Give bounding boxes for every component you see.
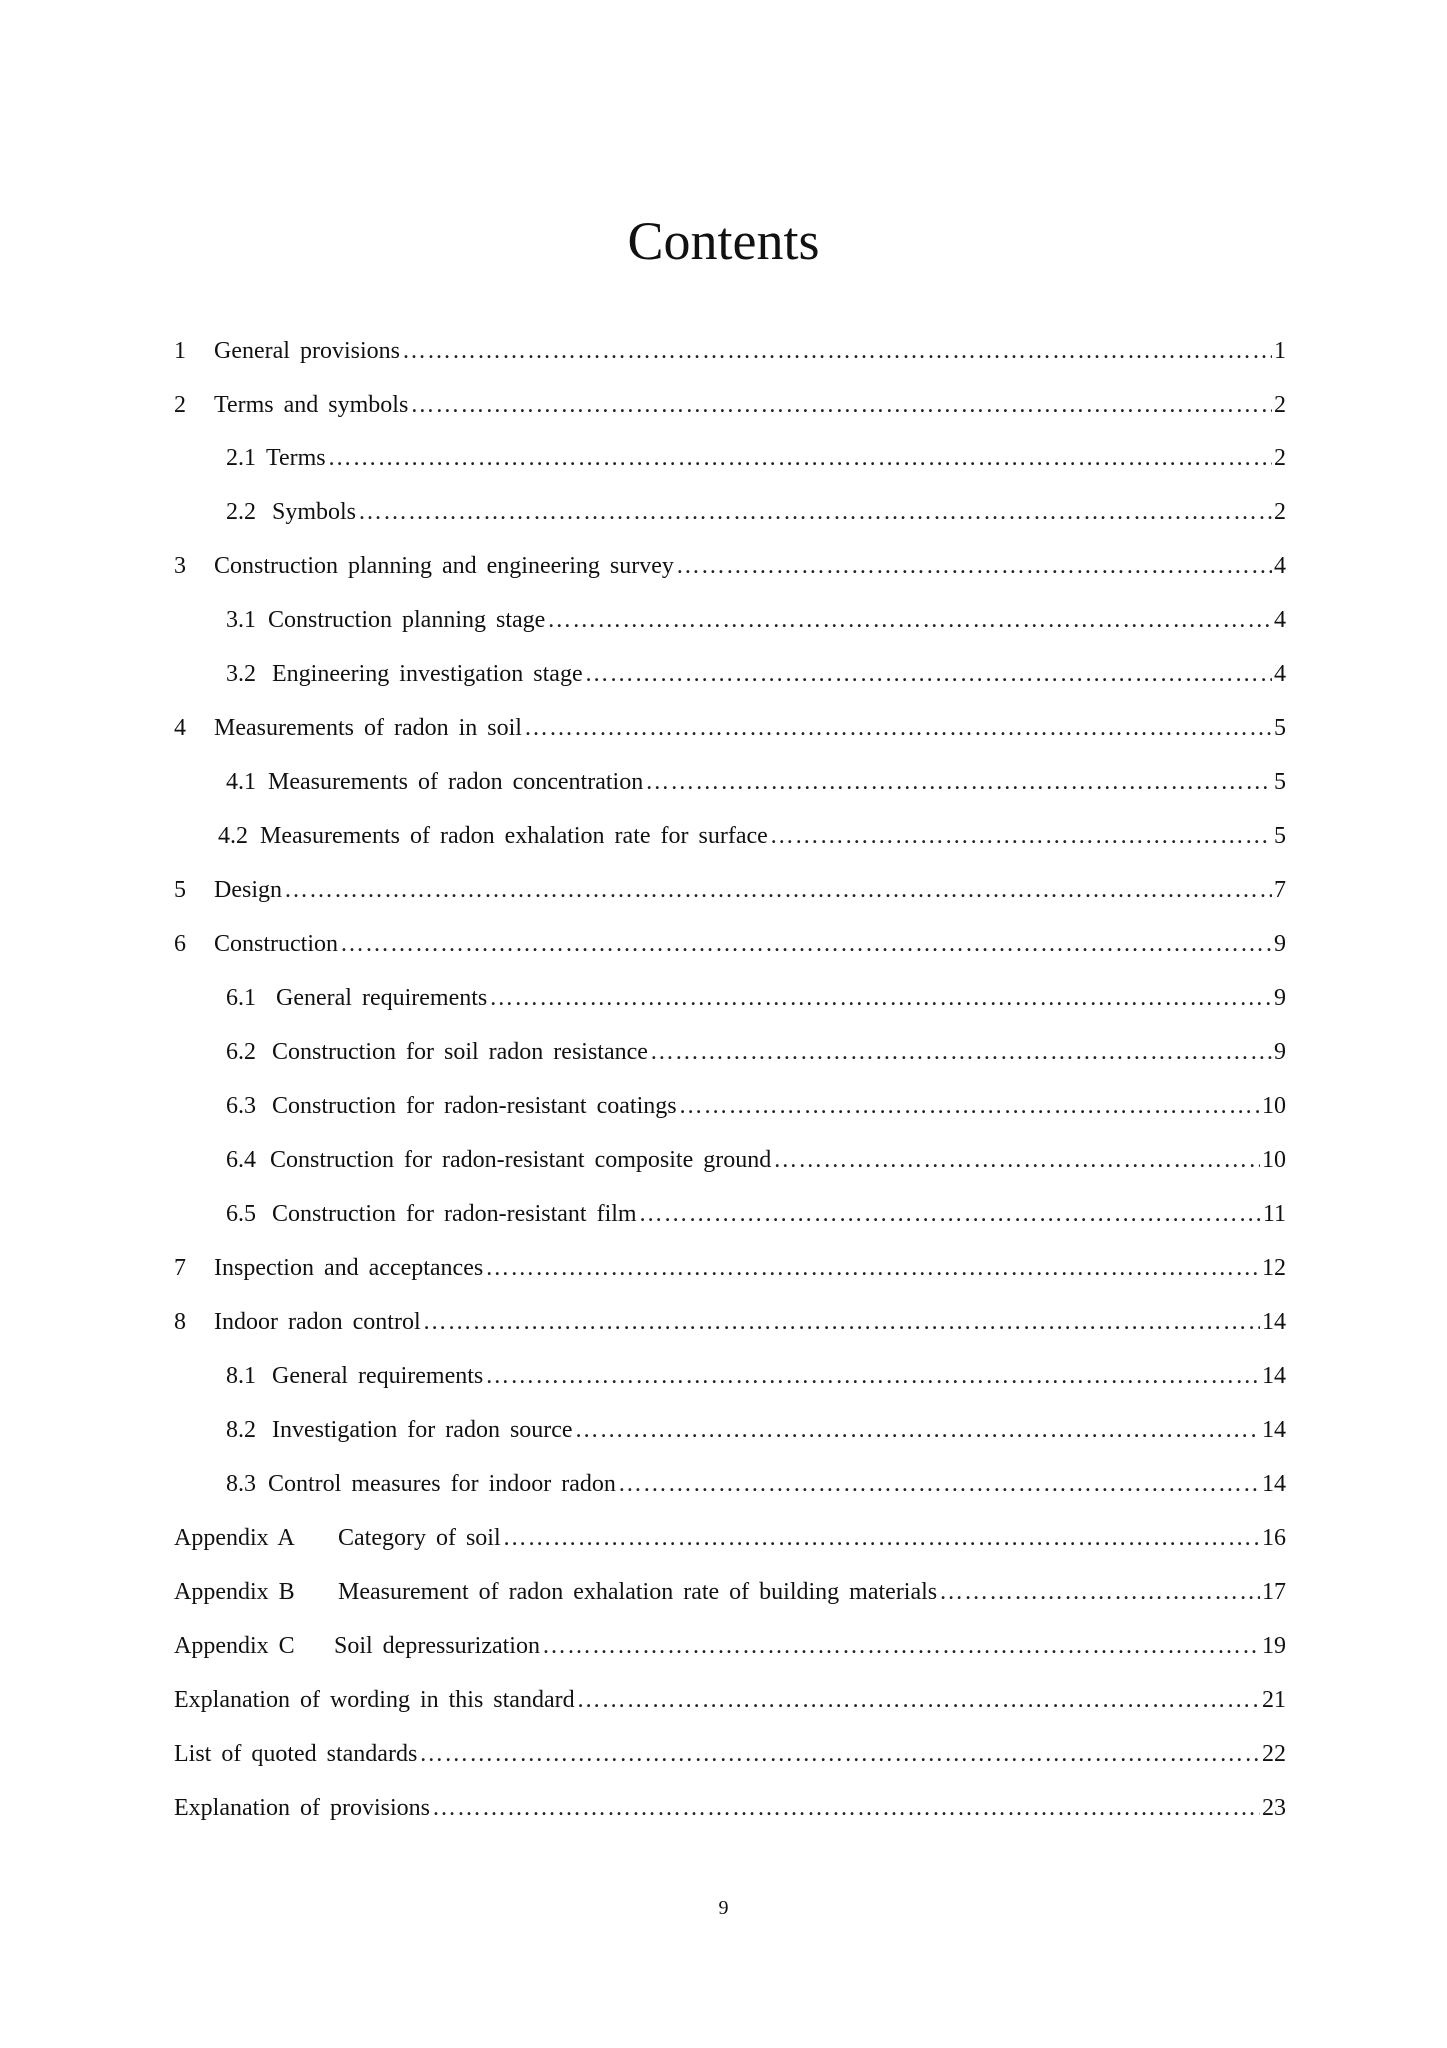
- toc-entry[interactable]: [226, 487, 1286, 527]
- toc-entry-page: 2: [1274, 392, 1286, 418]
- toc-entry-number: 2.1: [226, 445, 256, 471]
- toc-dot-leader: [773, 1145, 1260, 1175]
- toc-entry[interactable]: [174, 326, 1286, 366]
- toc-entry-number: 6.5: [226, 1201, 256, 1227]
- toc-entry-label: Construction for radon-resistant composite ground: [270, 1147, 772, 1173]
- toc-dot-leader: [485, 1361, 1260, 1391]
- toc-entry-number: 8: [174, 1309, 186, 1335]
- toc-entry-page: 12: [1262, 1255, 1286, 1281]
- toc-entry-label: Construction for radon-resistant film: [272, 1201, 637, 1227]
- toc-entry-label: General requirements: [276, 985, 488, 1011]
- page-title: Contents: [627, 211, 820, 272]
- toc-dot-leader: [358, 497, 1272, 527]
- toc-entry-label: Design: [214, 877, 282, 903]
- toc-entry[interactable]: [218, 811, 1286, 851]
- toc-dot-leader: [639, 1199, 1261, 1229]
- toc-dot-leader: [542, 1631, 1260, 1661]
- toc-entry-number: 1: [174, 338, 186, 364]
- toc-entry-page: 2: [1274, 499, 1286, 525]
- toc-entry[interactable]: [226, 1351, 1286, 1391]
- toc-dot-leader: [524, 713, 1272, 743]
- toc-entry[interactable]: [174, 380, 1286, 420]
- toc-entry-page: 23: [1262, 1795, 1286, 1821]
- toc-entry-page: 22: [1262, 1741, 1286, 1767]
- toc-entry-label: Inspection and acceptances: [214, 1255, 484, 1281]
- toc-entry-number: 6.2: [226, 1039, 256, 1065]
- toc-dot-leader: [328, 443, 1272, 473]
- toc-dot-leader: [489, 983, 1272, 1013]
- toc-dot-leader: [423, 1307, 1260, 1337]
- toc-entry[interactable]: [226, 1027, 1286, 1067]
- toc-entry-page: 19: [1262, 1633, 1286, 1659]
- toc-entry[interactable]: [226, 595, 1286, 635]
- toc-entry[interactable]: [174, 1783, 1286, 1823]
- toc-entry-number: 3: [174, 553, 186, 579]
- toc-dot-leader: [503, 1523, 1260, 1553]
- toc-entry-number: 5: [174, 877, 186, 903]
- toc-entry-number: 8.3: [226, 1471, 256, 1497]
- toc-entry-page: 1: [1274, 338, 1286, 364]
- toc-dot-leader: [402, 336, 1272, 366]
- toc-entry-page: 16: [1262, 1525, 1286, 1551]
- toc-entry[interactable]: [226, 1135, 1286, 1175]
- toc-entry-label: Terms: [266, 445, 326, 471]
- toc-entry-number: 6.1: [226, 985, 256, 1011]
- toc-entry-page: 14: [1262, 1417, 1286, 1443]
- toc-entry-label: Construction planning and engineering survey: [214, 553, 674, 579]
- toc-entry-number: 2.2: [226, 499, 256, 525]
- toc-entry-number: 3.1: [226, 607, 256, 633]
- toc-entry-page: 14: [1262, 1363, 1286, 1389]
- toc-entry-page: 5: [1274, 715, 1286, 741]
- toc-entry-number: 6.3: [226, 1093, 256, 1119]
- toc-dot-leader: [770, 821, 1272, 851]
- toc-dot-leader: [650, 1037, 1272, 1067]
- toc-entry-label: Explanation of provisions: [174, 1795, 430, 1821]
- toc-entry-label: Measurements of radon exhalation rate for surface: [260, 823, 768, 849]
- toc-dot-leader: [585, 659, 1272, 689]
- toc-entry-page: 9: [1274, 1039, 1286, 1065]
- toc-entry[interactable]: [226, 1189, 1286, 1229]
- toc-entry-number: 6.4: [226, 1147, 256, 1173]
- toc-entry[interactable]: [226, 1081, 1286, 1121]
- toc-dot-leader: [340, 929, 1272, 959]
- toc-entry-label: Investigation for radon source: [272, 1417, 573, 1443]
- toc-entry-page: 5: [1274, 769, 1286, 795]
- toc-entry[interactable]: [226, 1405, 1286, 1445]
- toc-dot-leader: [432, 1793, 1260, 1823]
- page-number: 9: [718, 1897, 729, 1919]
- toc-entry-label: Measurements of radon in soil: [214, 715, 522, 741]
- toc-dot-leader: [577, 1685, 1260, 1715]
- toc-entry-number: 2: [174, 392, 186, 418]
- toc-entry-label: Indoor radon control: [214, 1309, 421, 1335]
- toc-entry[interactable]: [174, 541, 1286, 581]
- toc-entry-label: Engineering investigation stage: [272, 661, 583, 687]
- toc-entry-label: Construction for radon-resistant coatings: [272, 1093, 677, 1119]
- toc-entry-label: Terms and symbols: [214, 392, 409, 418]
- toc-entry-number: Appendix C: [174, 1633, 295, 1659]
- toc-dot-leader: [485, 1253, 1260, 1283]
- toc-entry-page: 14: [1262, 1471, 1286, 1497]
- toc-entry-page: 11: [1262, 1201, 1286, 1227]
- toc-entry-page: 7: [1274, 877, 1286, 903]
- toc-entry-label: Symbols: [272, 499, 357, 525]
- toc-entry-label: Explanation of wording in this standard: [174, 1687, 575, 1713]
- toc-entry-label: Control measures for indoor radon: [268, 1471, 616, 1497]
- toc-entry-number: 7: [174, 1255, 186, 1281]
- toc-entry-number: 4.2: [218, 823, 248, 849]
- toc-entry[interactable]: [174, 919, 1286, 959]
- toc-entry[interactable]: [226, 757, 1286, 797]
- toc-entry-page: 4: [1274, 661, 1286, 687]
- toc-entry[interactable]: [226, 1459, 1286, 1499]
- toc-dot-leader: [575, 1415, 1260, 1445]
- toc-entry-label: List of quoted standards: [174, 1741, 418, 1767]
- toc-entry[interactable]: [174, 1243, 1286, 1283]
- toc-entry[interactable]: [174, 1621, 1286, 1661]
- toc-entry-label: General requirements: [272, 1363, 484, 1389]
- toc-dot-leader: [939, 1577, 1260, 1607]
- toc-dot-leader: [419, 1739, 1260, 1769]
- toc-entry-number: Appendix A: [174, 1525, 295, 1551]
- toc-entry-page: 10: [1262, 1147, 1286, 1173]
- toc-entry[interactable]: [174, 1729, 1286, 1769]
- toc-entry-label: Soil depressurization: [334, 1633, 540, 1659]
- toc-entry[interactable]: [174, 865, 1286, 905]
- toc-entry-number: 8.2: [226, 1417, 256, 1443]
- toc-entry[interactable]: [174, 1567, 1286, 1607]
- toc-dot-leader: [618, 1469, 1260, 1499]
- toc-dot-leader: [679, 1091, 1260, 1121]
- toc-entry-label: Construction: [214, 931, 338, 957]
- toc-entry[interactable]: [174, 1297, 1286, 1337]
- toc-entry-page: 21: [1262, 1687, 1286, 1713]
- toc-entry-page: 4: [1274, 607, 1286, 633]
- toc-entry-label: Measurement of radon exhalation rate of building materials: [338, 1579, 938, 1605]
- toc-entry-label: Construction for soil radon resistance: [272, 1039, 648, 1065]
- toc-entry[interactable]: [226, 649, 1286, 689]
- toc-dot-leader: [284, 875, 1272, 905]
- toc-entry-number: 8.1: [226, 1363, 256, 1389]
- toc-dot-leader: [676, 551, 1272, 581]
- toc-entry[interactable]: [174, 1513, 1286, 1553]
- toc-entry[interactable]: [226, 433, 1286, 473]
- toc-entry-page: 4: [1274, 553, 1286, 579]
- toc-entry-number: 4.1: [226, 769, 256, 795]
- toc-entry-page: 2: [1274, 445, 1286, 471]
- toc-entry-page: 9: [1274, 985, 1286, 1011]
- toc-entry-label: General provisions: [214, 338, 400, 364]
- toc-entry-label: Construction planning stage: [268, 607, 546, 633]
- toc-entry-number: 6: [174, 931, 186, 957]
- toc-entry-page: 14: [1262, 1309, 1286, 1335]
- toc-entry-number: Appendix B: [174, 1579, 295, 1605]
- toc-entry-number: 4: [174, 715, 186, 741]
- toc-entry-number: 3.2: [226, 661, 256, 687]
- toc-entry-label: Category of soil: [338, 1525, 501, 1551]
- toc-entry[interactable]: [174, 703, 1286, 743]
- toc-dot-leader: [410, 390, 1272, 420]
- toc-dot-leader: [645, 767, 1272, 797]
- toc-entry-page: 9: [1274, 931, 1286, 957]
- toc-entry-page: 17: [1262, 1579, 1286, 1605]
- toc-entry[interactable]: [226, 973, 1286, 1013]
- toc-entry-page: 10: [1262, 1093, 1286, 1119]
- toc-entry-page: 5: [1274, 823, 1286, 849]
- toc-dot-leader: [547, 605, 1272, 635]
- toc-entry[interactable]: [174, 1675, 1286, 1715]
- toc-entry-label: Measurements of radon concentration: [268, 769, 644, 795]
